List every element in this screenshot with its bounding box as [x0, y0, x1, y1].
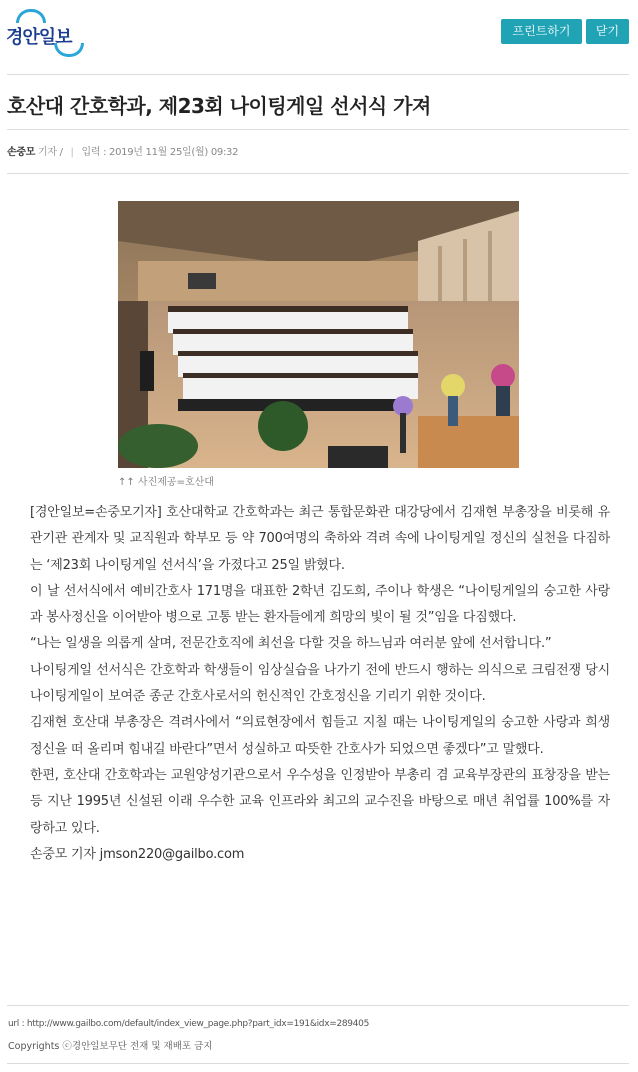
- author-name: 손중모: [7, 147, 36, 158]
- byline-divider: [7, 173, 629, 174]
- page-header: [0, 0, 638, 72]
- byline-separator: |: [70, 147, 74, 158]
- photo-caption: ↑↑ 사진제공=호산대: [118, 477, 214, 488]
- close-button[interactable]: 닫기: [586, 19, 629, 44]
- footer-divider-bottom: [7, 1063, 629, 1064]
- article-url: url : http://www.gailbo.com/default/index_view_page.php?part_idx=191&idx=289405: [8, 1019, 370, 1029]
- paragraph: 김재현 호산대 부총장은 격려사에서 “의료현장에서 힘들고 지칠 때는 나이팅게일의 숭고한 사랑과 희생정신을 떠 올리며 힘내길 바란다”면서 성실하고 따뜻한 간호사가 되었으면 좋겠다”고 말했다.: [30, 715, 610, 757]
- publish-date: 입력 : 2019년 11월 25일(월) 09:32: [81, 147, 239, 158]
- logo-arc-bottom: [54, 43, 84, 57]
- paragraph: “나는 일생을 의롭게 살며, 전문간호직에 최선을 다할 것을 하느님과 여러분 앞에 선서합니다.”: [30, 636, 552, 652]
- article-byline: [7, 143, 238, 158]
- paragraph: [경안일보=손중모기자] 호산대학교 간호학과는 최근 통합문화관 대강당에서 김재현 부총장을 비롯해 유관기관 관계자 및 교직원과 학부모 등 약 700여명의 축하와 격려 속에 나이팅게일 정신의 실천을 다짐하는 ‘제23회 나이팅게일 선서식’을 가졌다고 25일 밝혔다.: [30, 505, 610, 573]
- logo-text: 경안일보: [6, 27, 72, 48]
- site-logo[interactable]: [6, 9, 88, 57]
- paragraph: 나이팅게일 선서식은 간호학과 학생들이 임상실습을 나가기 전에 반드시 행하는 의식으로 크림전쟁 당시 나이팅게일이 보여준 종군 간호사로서의 헌신적인 간호정신을 기리기 위한 것이다.: [30, 662, 610, 705]
- ceremony-photo-illustration: [118, 201, 519, 468]
- paragraph: 이 날 선서식에서 예비간호사 171명을 대표한 2학년 김도희, 주이나 학생은 “나이팅게일의 숭고한 사랑과 봉사정신을 이어받아 병으로 고통 받는 환자들에게 희망의 빛이 될 것”임을 다짐했다.: [30, 583, 610, 626]
- title-divider: [7, 129, 629, 130]
- logo-arc-top: [16, 9, 46, 23]
- article-photo: [118, 201, 519, 468]
- header-divider: [7, 74, 629, 75]
- copyright-notice: Copyrights ⓒ경안일보무단 전재 및 재배포 금지: [8, 1041, 213, 1052]
- reporter-signature: 손중모 기자 jmson220@gailbo.com: [30, 846, 245, 862]
- paragraph: 한편, 호산대 간호학과는 교원양성기관으로서 우수성을 인정받아 부총리 겸 교육부장관의 표창장을 받는 등 지난 1995년 신설된 이래 우수한 교육 인프라와 최고의 교수진을 바탕으로 매년 취업률 100%를 자랑하고 있다.: [30, 767, 610, 836]
- article-title: 호산대 간호학과, 제23회 나이팅게일 선서식 가져: [7, 94, 431, 118]
- footer-divider-top: [7, 1005, 629, 1006]
- author-role: 기자 /: [37, 147, 63, 158]
- article-body: [30, 500, 610, 868]
- print-button[interactable]: 프린트하기: [501, 19, 582, 44]
